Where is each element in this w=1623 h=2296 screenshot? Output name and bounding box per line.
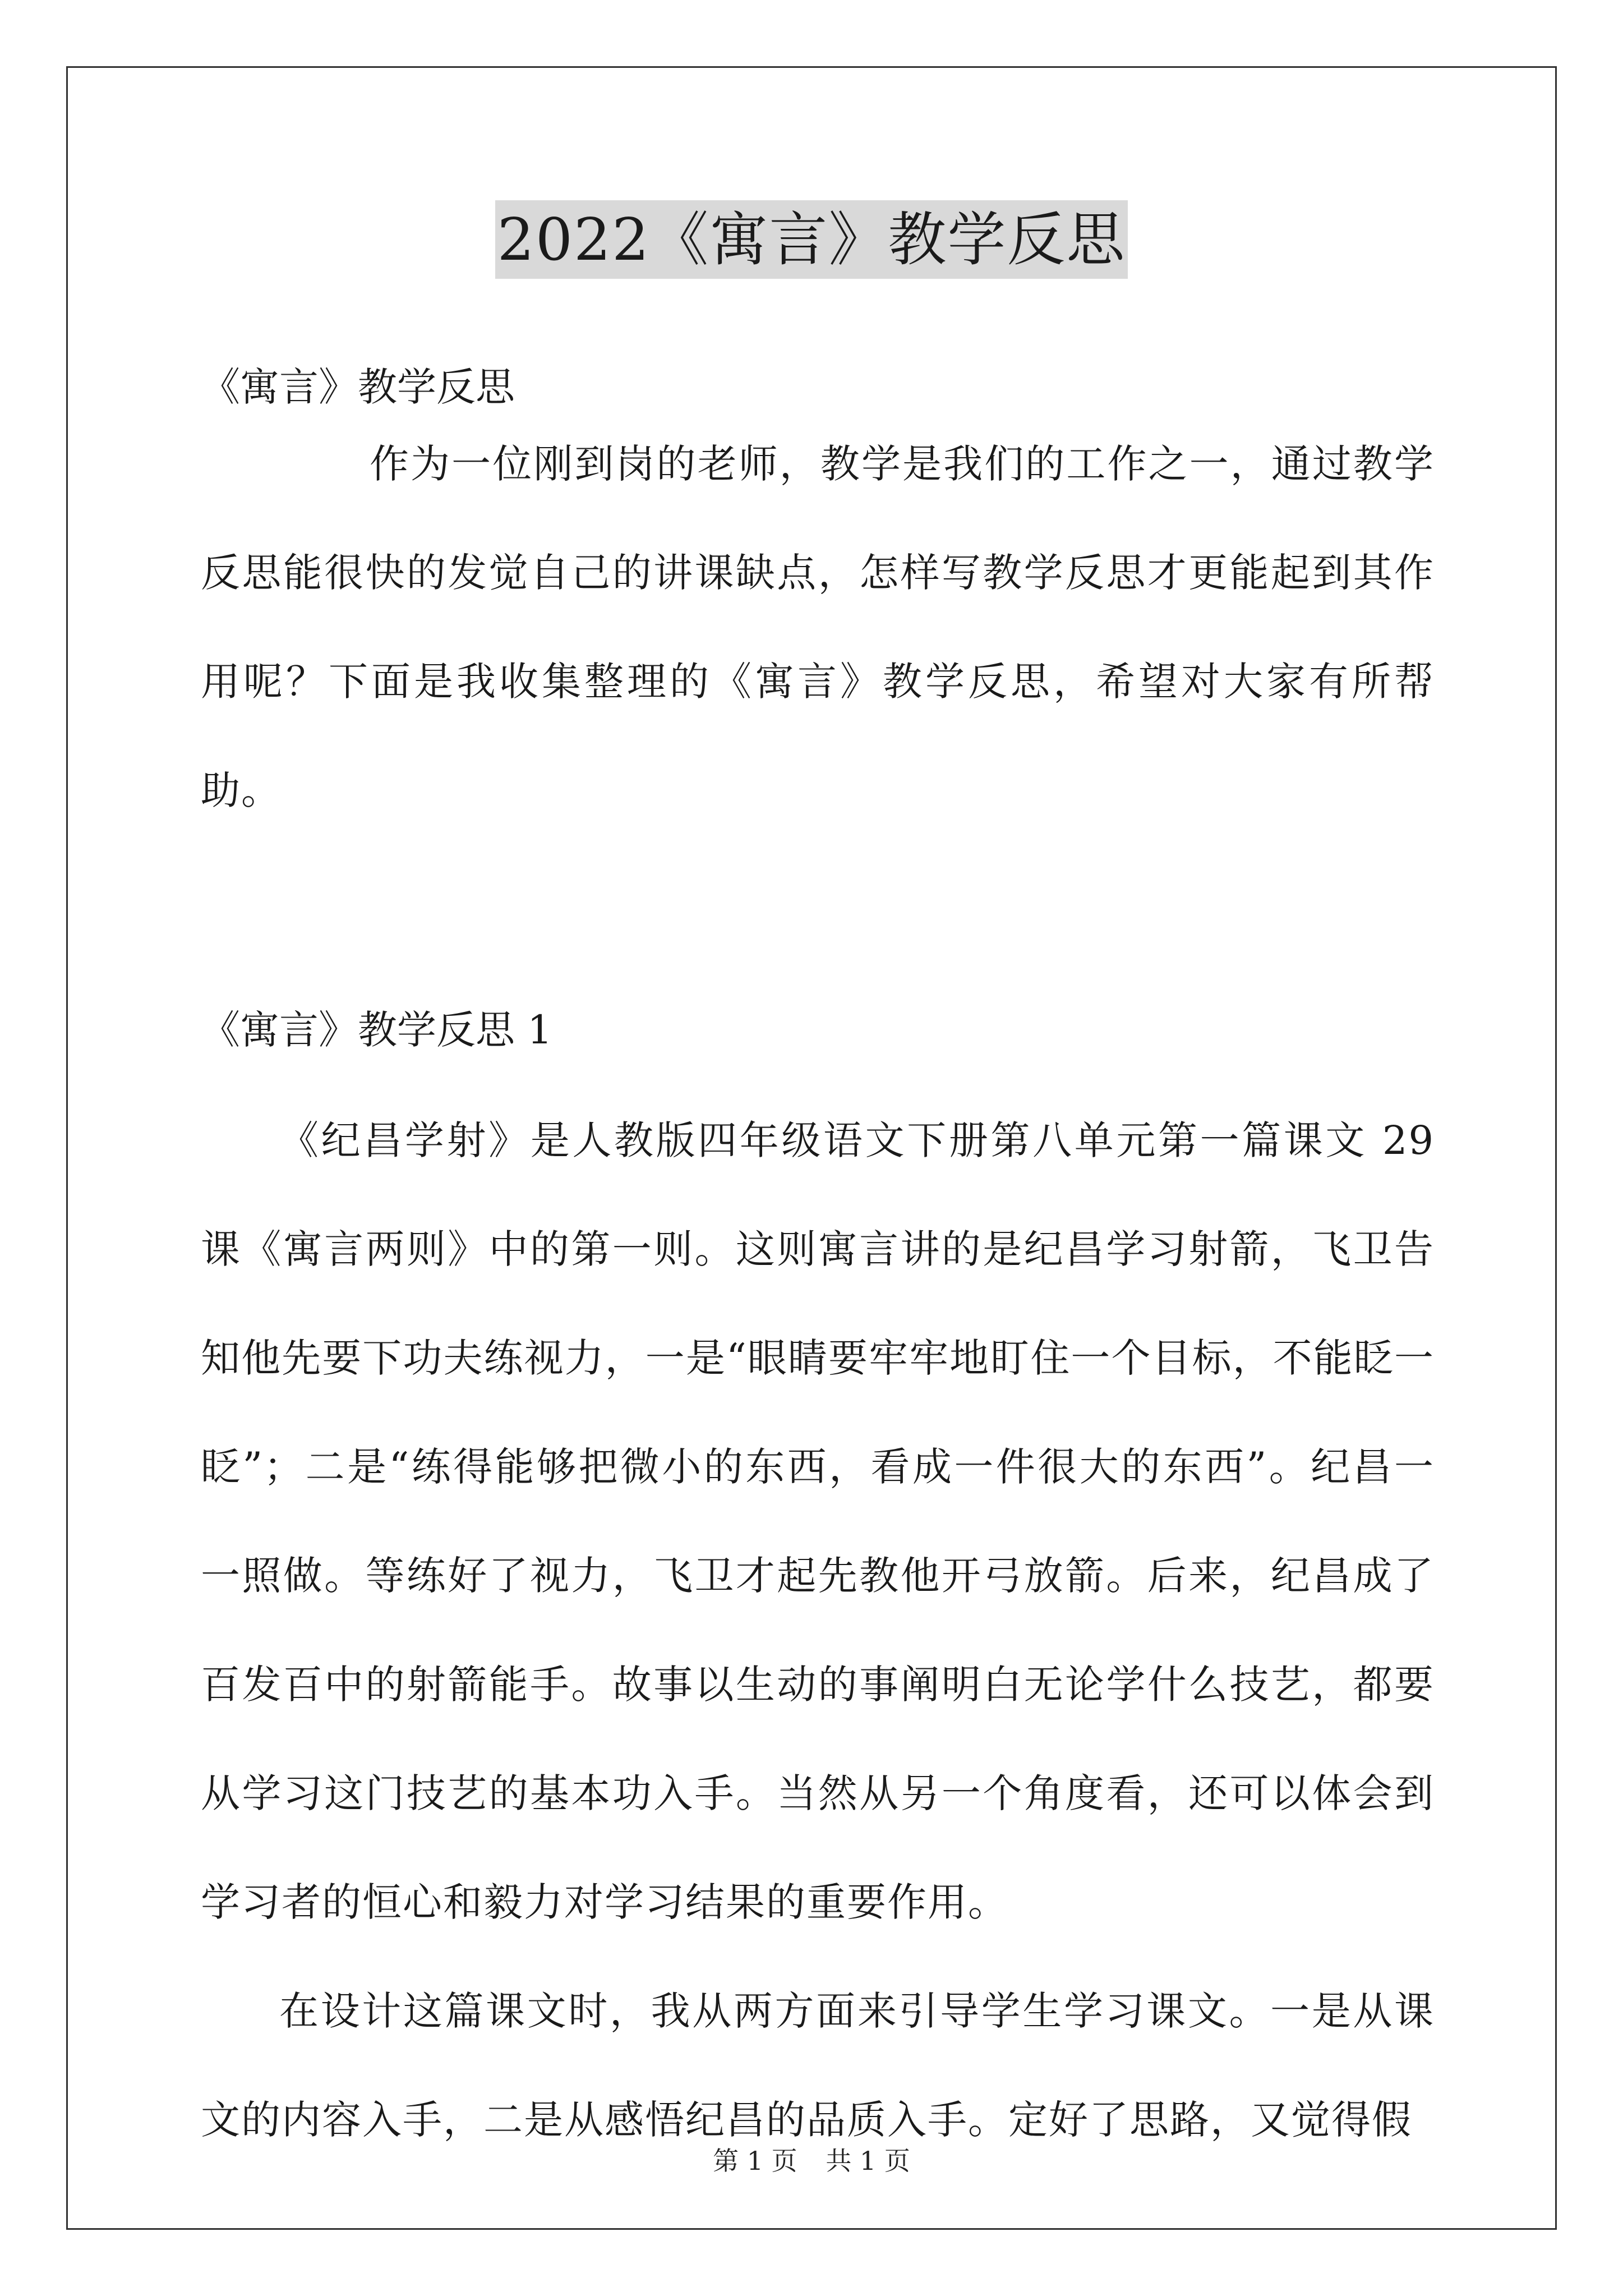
body-paragraph-2: 在设计这篇课文时，我从两方面来引导学生学习课文。一是从课文的内容入手，二是从感悟纪昌的品质入手。定好了思路，又觉得假 [201, 1988, 1435, 2143]
title-container [0, 200, 1623, 279]
document-title: 2022《寓言》教学反思 [495, 200, 1128, 279]
main-heading: 《寓言》教学反思 [201, 364, 515, 410]
page-number: 第 1 页 [713, 2146, 797, 2176]
body-paragraph-1: 《纪昌学射》是人教版四年级语文下册第八单元第一篇课文 29 课《寓言两则》中的第一则。这则寓言讲的是纪昌学习射箭，飞卫告知他先要下功夫练视力，一是“眼睛要牢牢地盯住一个目标，不能眨一眨”；二是“练得能够把微小的东西，看成一件很大的东西”。纪昌一一照做。等练好了视力，飞卫才起先教他开弓放箭。后来，纪昌成了百发百中的射箭能手。故事以生动的事阐明白无论学什么技艺，都要从学习这门技艺的基本功入手。当然从另一个角度看，还可以体会到学习者的恒心和毅力对学习结果的重要作用。 [201, 1117, 1435, 1925]
intro-paragraph: 作为一位刚到岗的老师，教学是我们的工作之一，通过教学反思能很快的发觉自己的讲课缺点，怎样写教学反思才更能起到其作用呢？下面是我收集整理的《寓言》教学反思，希望对大家有所帮助。 [201, 441, 1435, 813]
page-total: 共 1 页 [826, 2146, 910, 2176]
document-body [201, 314, 1435, 2174]
section-heading: 《寓言》教学反思 1 [201, 1007, 552, 1053]
page-footer [0, 2144, 1623, 2178]
